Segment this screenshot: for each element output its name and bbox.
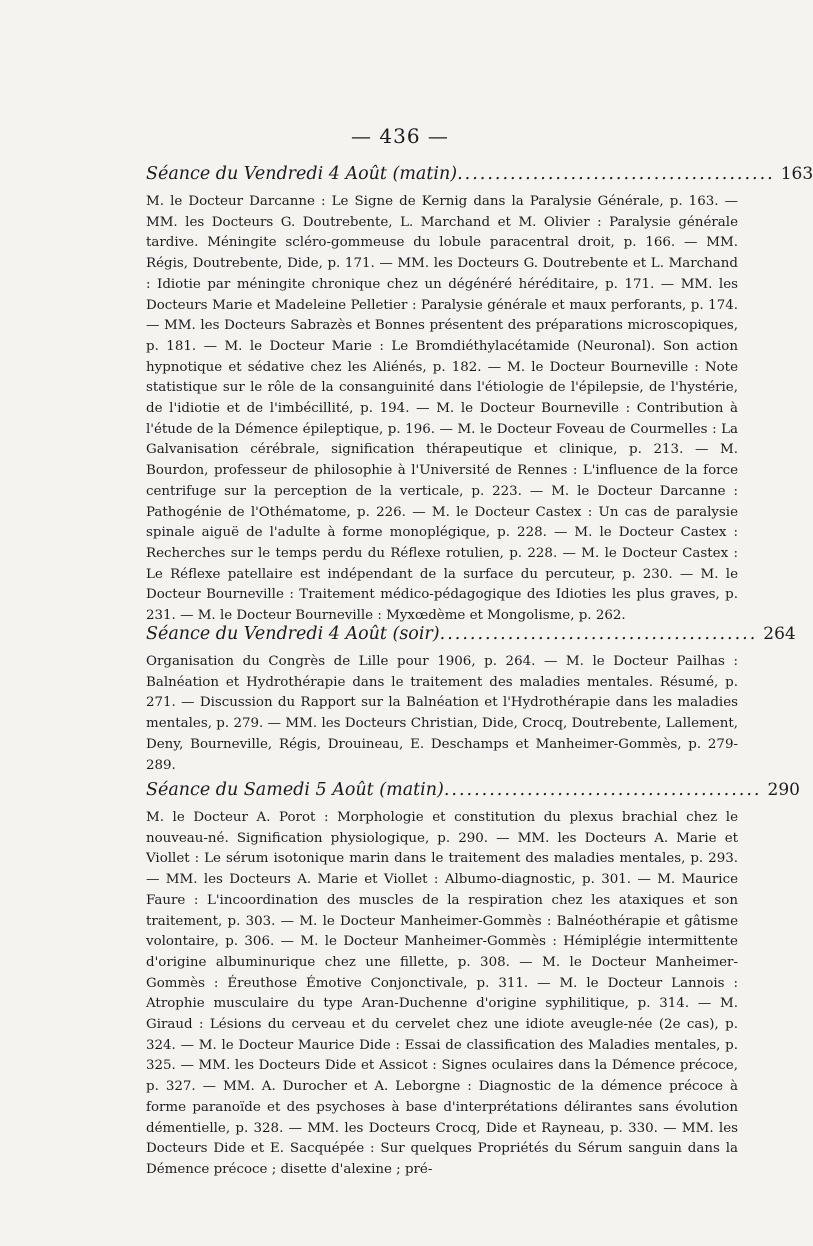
section-page: 163: [780, 164, 813, 184]
section-vendredi-soir: [146, 624, 796, 776]
section-title: Séance du Vendredi 4 Août (soir)..........................................: [146, 624, 758, 644]
section-title: Séance du Vendredi 4 Août (matin)..........................................: [146, 164, 775, 184]
section-text: M. le Docteur Darcanne : Le Signe de Kernig dans la Paralysie Générale, p. 163. — MM. les Docteurs G. Doutrebente, L. Marchand et M. Olivier : Paralysie générale tardive. Méningite scléro-gommeuse du lobule paracentral droit, p. 166. — MM. Régis, Doutrebente, Dide, p. 171. — MM. les Docteurs G. Doutrebente et L. Marchand : Idiotie par méningite chronique chez un dégénéré héréditaire, p. 171. — MM. les Docteurs Marie et Madeleine Pelletier : Paralysie générale et maux perforants, p. 174. — MM. les Docteurs Sabrazès et Bonnes présentent des préparations microscopiques, p. 181. — M. le Docteur Marie : Le Bromdiéthylacétamide (Neuronal). Son action hypnotique et sédative chez les Aliénés, p. 182. — M. le Docteur Bourneville : Note statistique sur le rôle de la consanguinité dans l'étiologie de l'épilepsie, de l'hystérie, de l'idiotie et de l'imbécillité, p. 194. — M. le Docteur Bourneville : Contribution à l'étude de la Démence épileptique, p. 196. — M. le Docteur Foveau de Courmelles : La Galvanisation cérébrale, signification thérapeutique et clinique, p. 213. — M. Bourdon, professeur de philosophie à l'Université de Rennes : L'influence de la force centrifuge sur la perception de la verticale, p. 223. — M. le Docteur Darcanne : Pathogénie de l'Othématome, p. 226. — M. le Docteur Castex : Un cas de paralysie spinale aiguë de l'adulte à forme monoplégique, p. 228. — M. le Docteur Castex : Recherches sur le temps perdu du Réflexe rotulien, p. 228. — M. le Docteur Castex : Le Réflexe patellaire est indépendant de la surface du percuteur, p. 230. — M. le Docteur Bourneville : Traitement médico-pédagogique des Idioties les plus graves, p. 231. — M. le Docteur Bourneville : Myxœdème et Mongolisme, p. 262.: [146, 194, 738, 624]
section-page: 290: [767, 780, 800, 800]
section-text: M. le Docteur A. Porot : Morphologie et constitution du plexus brachial chez le nouveau-né. Signification physiologique, p. 290. — MM. les Docteurs A. Marie et Viollet : Le sérum isotonique marin dans le traitement des maladies mentales, p. 293. — MM. les Docteurs A. Marie et Viollet : Albumo-diagnostic, p. 301. — M. Maurice Faure : L'incoordination des muscles de la respiration chez les ataxiques et son traitement, p. 303. — M. le Docteur Manheimer-Gommès : Balnéothérapie et gâtisme volontaire, p. 306. — M. le Docteur Manheimer-Gommès : Hémiplégie intermittente d'origine albuminurique chez une fillette, p. 308. — M. le Docteur Manheimer-Gommès : Éreuthose Émotive Conjonctivale, p. 311. — M. le Docteur Lannois : Atrophie musculaire du type Aran-Duchenne d'origine syphilitique, p. 314. — M. Giraud : Lésions du cerveau et du cervelet chez une idiote aveugle-née (2e cas), p. 324. — M. le Docteur Maurice Dide : Essai de classification des Maladies mentales, p. 325. — MM. les Docteurs Dide et Assicot : Signes oculaires dans la Démence précoce, p. 327. — MM. A. Durocher et A. Leborgne : Diagnostic de la démence précoce à forme paranoïde et des psychoses à base d'interprétations délirantes sans évolution démentielle, p. 328. — MM. les Docteurs Crocq, Dide et Rayneau, p. 330. — MM. les Docteurs Dide et E. Sacquépée : Sur quelques Propriétés du Sérum sanguin dans la Démence précoce ; disette d'alexine ; pré-: [146, 810, 738, 1177]
section-heading: [146, 164, 813, 184]
section-samedi-matin: [146, 780, 800, 1181]
section-heading: [146, 780, 800, 800]
section-title: Séance du Samedi 5 Août (matin)..........................................: [146, 780, 762, 800]
section-vendredi-matin: [146, 164, 813, 627]
section-text: Organisation du Congrès de Lille pour 1906, p. 264. — M. le Docteur Pailhas : Balnéation et Hydrothérapie dans le traitement des maladies mentales. Résumé, p. 271. — Discussion du Rapport sur la Balnéation et l'Hydrothérapie dans les maladies mentales, p. 279. — MM. les Docteurs Christian, Dide, Crocq, Doutrebente, Lallement, Deny, Bourneville, Régis, Drouineau, E. Deschamps et Manheimer-Gommès, p. 279-289.: [146, 654, 738, 773]
section-heading: [146, 624, 796, 644]
page-number: — 436 —: [351, 124, 449, 148]
section-page: 264: [763, 624, 796, 644]
